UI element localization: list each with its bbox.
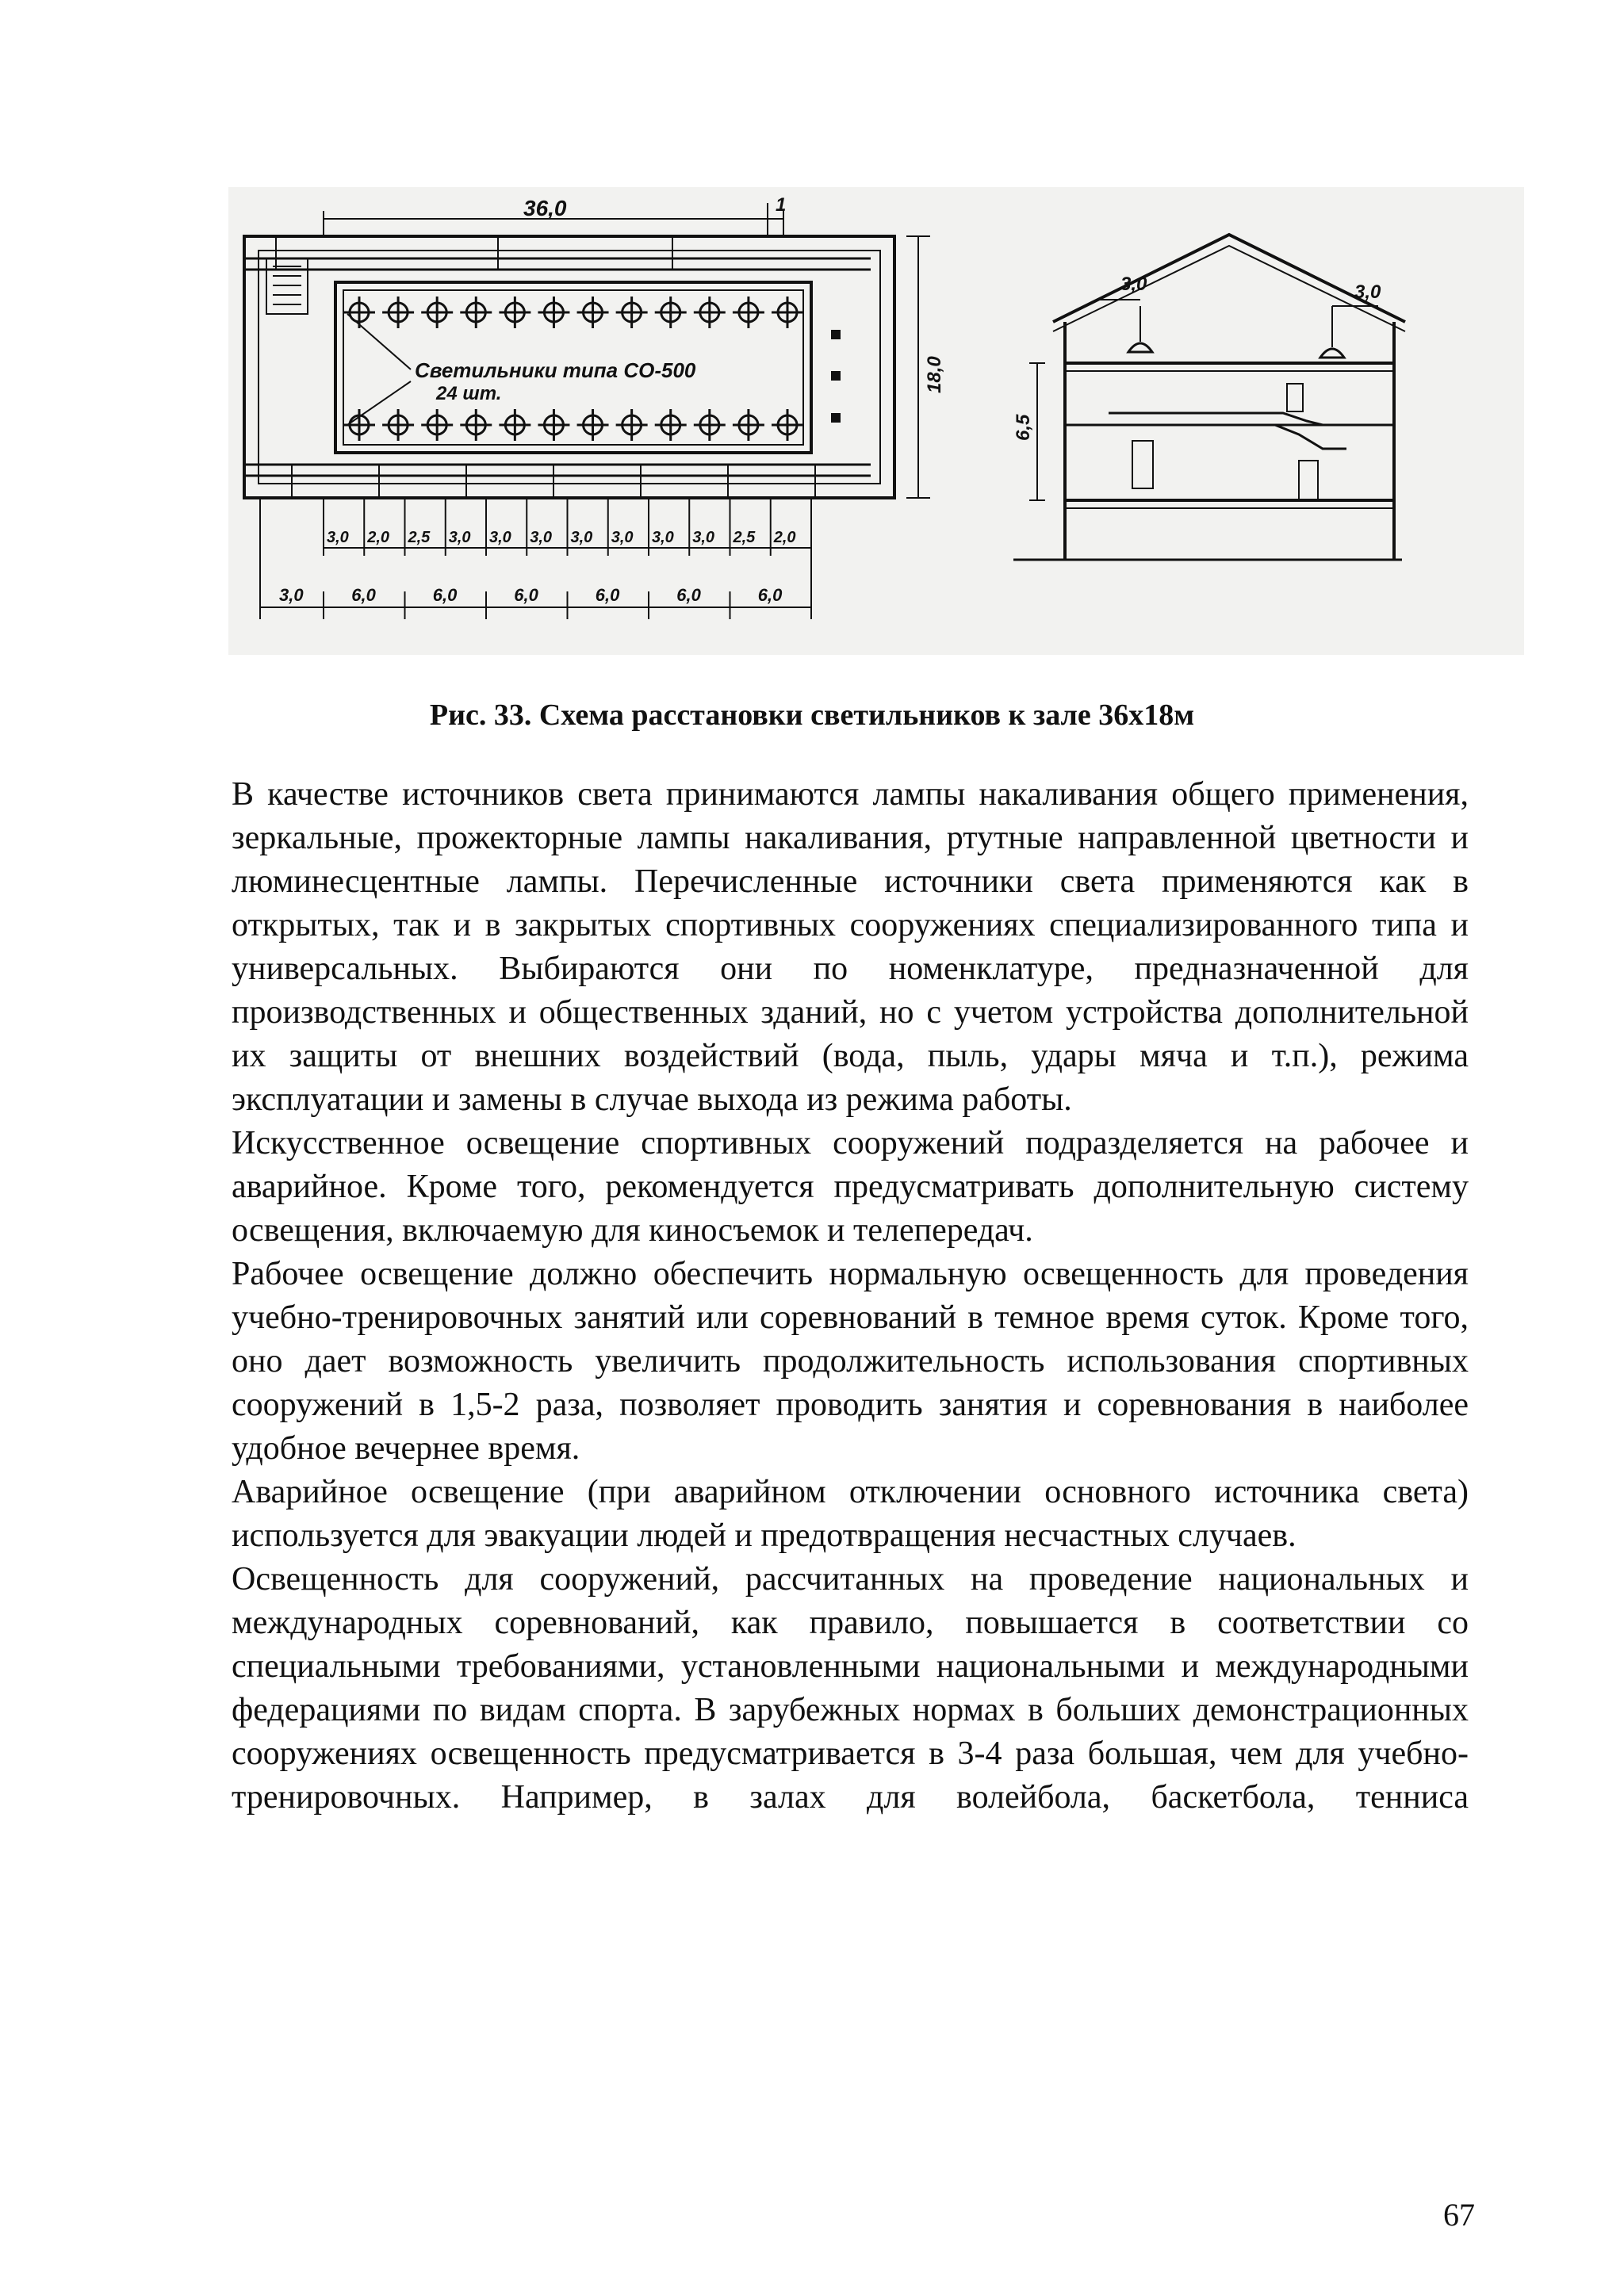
large-spacing-label: 6,0 — [351, 585, 376, 605]
wall-mark — [831, 330, 841, 339]
luminaire-icon — [694, 297, 726, 328]
luminaire-icon — [382, 409, 414, 441]
luminaire-icon — [616, 297, 648, 328]
large-spacing-label: 6,0 — [676, 585, 701, 605]
paragraph: В качестве источников света принимаются лампы накаливания общего применения, зеркальные, прожекторные лампы накаливания, ртутные направленной цветности и люминесцентные лампы. Перечисленные источники света применяются как в открытых, так и в закрытых спортивных сооружениях специализированного типа и универсальных. Выбираются они по номенклатуре, предназначенной для производственных и общественных зданий, но с учетом устройства дополнительной их защиты от внешних воздействий (вода, пыль, удары мяча и т.п.), режима эксплуатации и замены в случае выхода из режима работы. — [232, 776, 1469, 1118]
luminaire-row-top — [343, 297, 803, 328]
large-spacing-label: 6,0 — [514, 585, 538, 605]
luminaire-icon — [655, 297, 687, 328]
small-spacing-label: 3,0 — [611, 529, 634, 546]
luminaire-icon — [343, 409, 375, 441]
body-text — [232, 773, 1469, 1820]
luminaire-icon — [733, 297, 764, 328]
luminaire-icon — [772, 297, 803, 328]
section-left-dimension-label: 3,0 — [1120, 274, 1147, 295]
luminaire-icon — [694, 409, 726, 441]
figure-drawing — [228, 187, 1524, 655]
small-spacing-label: 3,0 — [652, 529, 674, 546]
small-spacing-label: 3,0 — [692, 529, 715, 546]
luminaire-icon — [577, 297, 609, 328]
luminaire-icon — [733, 409, 764, 441]
luminaire-section — [1320, 349, 1344, 358]
small-spacing-label: 3,0 — [327, 529, 349, 546]
section-height-dimension-label: 6,5 — [1013, 414, 1034, 441]
luminaire-icon — [421, 297, 453, 328]
roof-line — [1053, 235, 1405, 322]
paragraph: Искусственное освещение спортивных сооружений подразделяется на рабочее и аварийное. Кроме того, рекомендуется предусматривать дополнительную систему освещения, включаемую для киносъемок и телепередач. — [232, 1125, 1469, 1249]
small-spacing-label: 2,0 — [773, 529, 796, 546]
leader-line — [347, 381, 411, 425]
paragraph: Освещенность для сооружений, рассчитанных на проведение национальных и международных соревнований, как правило, повышается в соответствии со специальными требованиями, установленными национальными и международными федерациями по видам спорта. В зарубежных нормах в больших демонстрационных сооружениях освещенность предусматривается в 3-4 раза большая, чем для учебно-тренировочных. Например, в залах для волейбола, баскетбола, тенниса — [232, 1561, 1469, 1816]
door — [1287, 384, 1303, 411]
figure — [228, 187, 1524, 655]
section-right-dimension-label: 3,0 — [1354, 281, 1381, 303]
page-number: 67 — [1443, 2197, 1475, 2233]
luminaire-icon — [343, 297, 375, 328]
luminaire-icon — [460, 297, 492, 328]
small-spacing-label: 3,0 — [530, 529, 553, 546]
small-spacing-label: 2,5 — [408, 529, 431, 546]
luminaire-icon — [538, 409, 569, 441]
building-section — [1013, 235, 1405, 560]
door — [1299, 461, 1318, 500]
large-spacing-label: 3,0 — [279, 585, 304, 605]
paragraph: Аварийное освещение (при аварийном отключении основного источника света) используется для эвакуации людей и предотвращения несчастных случаев. — [232, 1474, 1469, 1554]
luminaire-icon — [499, 297, 530, 328]
luminaire-icon — [772, 409, 803, 441]
luminaire-icon — [655, 409, 687, 441]
door — [1132, 441, 1153, 488]
luminaire-count-label: 24 шт. — [436, 383, 502, 404]
section-mark-label: 1 — [776, 194, 787, 216]
large-spacing-label: 6,0 — [432, 585, 458, 605]
small-spacing-label: 3,0 — [570, 529, 593, 546]
small-spacing-label: 3,0 — [448, 529, 471, 546]
luminaire-icon — [577, 409, 609, 441]
small-spacing-labels — [327, 529, 796, 546]
small-spacing-label: 3,0 — [489, 529, 511, 546]
luminaire-type-label: Светильники типа СО-500 — [415, 358, 696, 382]
large-spacing-label: 6,0 — [757, 585, 783, 605]
small-spacing-label: 2,5 — [733, 529, 756, 546]
plan-side-dimension-label: 18,0 — [924, 356, 945, 393]
luminaire-icon — [382, 297, 414, 328]
luminaire-icon — [460, 409, 492, 441]
luminaire-icon — [538, 297, 569, 328]
large-spacing-labels — [279, 585, 783, 605]
luminaire-row-bottom — [343, 409, 803, 441]
stand-top — [1109, 413, 1339, 425]
luminaire-section — [1128, 343, 1152, 352]
figure-caption: Рис. 33. Схема расстановки светильников к зале 36х18м — [429, 698, 1195, 732]
plan-top-dimension-label: 36,0 — [523, 196, 567, 220]
small-spacing-label: 2,0 — [367, 529, 390, 546]
luminaire-icon — [499, 409, 530, 441]
wall-mark — [831, 413, 841, 423]
stand-bottom — [1109, 425, 1346, 449]
luminaire-icon — [616, 409, 648, 441]
wall-mark — [831, 371, 841, 381]
large-spacing-label: 6,0 — [595, 585, 620, 605]
paragraph: Рабочее освещение должно обеспечить нормальную освещенность для проведения учебно-тренировочных занятий или соревнований в темное время суток. Кроме того, оно дает возможность увеличить продолжительность использования спортивных сооружений в 1,5-2 раза, позволяет проводить занятия и соревнования в наиболее удобное вечернее время. — [232, 1256, 1469, 1467]
luminaire-icon — [421, 409, 453, 441]
